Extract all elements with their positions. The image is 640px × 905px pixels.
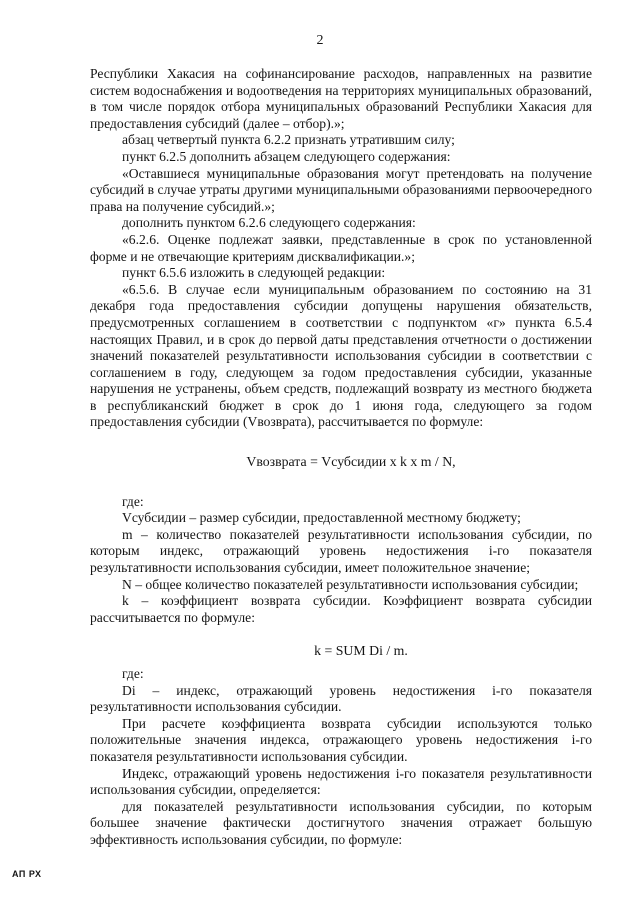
document-body	[90, 66, 592, 849]
paragraph: пункт 6.5.6 изложить в следующей редакции:	[122, 265, 386, 281]
paragraph: пункт 6.2.5 дополнить абзацем следующего содержания:	[122, 148, 451, 164]
formula-refund-coefficient: k = SUM Di / m.	[314, 643, 408, 659]
paragraph: «6.2.6. Оценке подлежат заявки, представленные в срок по установленной форме и не отвечающие критериям дисквалификации.»;	[90, 231, 592, 264]
paragraph: k – коэффициент возврата субсидии. Коэффициент возврата субсидии рассчитывается по формуле:	[90, 593, 592, 625]
paragraph: Республики Хакасия на софинансирование расходов, направленных на развитие систем водоснабжения и водоотведения на территориях муниципальных образований, в том числе порядок отбора муниципальных образований Республики Хакасия для предоставления субсидий (далее – отбор).»;	[90, 66, 592, 131]
paragraph: Индекс, отражающий уровень недостижения i-го показателя результативности использования субсидии, определяется:	[90, 765, 592, 798]
paragraphs-top	[90, 66, 592, 431]
paragraph: Vсубсидии – размер субсидии, предоставленной местному бюджету;	[122, 510, 521, 526]
paragraph: Di – индекс, отражающий уровень недостижения i-го показателя результативности использования субсидии.	[90, 682, 592, 715]
paragraphs-bottom	[90, 683, 592, 849]
paragraph: m – количество показателей результативности использования субсидии, по которым индекс, отражающий уровень недостижения i-го показателя результативности использования субсидии, имеет положительное значение;	[90, 526, 592, 576]
footer-mark: АП РХ	[12, 869, 42, 879]
paragraph: N – общее количество показателей результативности использования субсидии;	[122, 576, 579, 592]
where-label: где:	[122, 493, 144, 509]
paragraph: «Оставшиеся муниципальные образования могут претендовать на получение субсидий в случае утраты другими муниципальными образованиями первоочередного права на получение субсидий.»;	[90, 165, 592, 214]
paragraph: При расчете коэффициента возврата субсидии используются только положительные значения индекса, отражающего уровень недостижения i-го показателя результативности использования субсидии.	[90, 715, 592, 764]
paragraph: для показателей результативности использования субсидии, по которым большее значение фактически достигнутого значения отражает большую эффективность использования субсидии, по формуле:	[90, 798, 592, 847]
where-label-2: где:	[122, 666, 144, 681]
paragraph: дополнить пунктом 6.2.6 следующего содержания:	[122, 215, 416, 231]
formula-refund-volume: Vвозврата = Vсубсидии x k x m / N,	[246, 454, 456, 470]
paragraph: абзац четвертый пункта 6.2.2 признать утратившим силу;	[122, 132, 455, 148]
paragraph: «6.5.6. В случае если муниципальным образованием по состоянию на 31 декабря года предоставления субсидии допущены нарушения обязательств, предусмотренных соглашением в соответствии с подпунктом «г» пункта 6.5.4 настоящих Правил, и в срок до первой даты представления отчетности о достижении значений показателей результативности использования субсидии в соответствии с соглашением в году, следующем за годом предоставления субсидии, указанные нарушения не устранены, объем средств, подлежащий возврату из местного бюджета в республиканский бюджет в срок до 1 июня года, следующего за годом предоставления субсидии (Vвозврата), рассчитывается по формуле:	[90, 281, 592, 430]
paragraphs-mid	[90, 510, 592, 626]
page-number: 2	[316, 33, 324, 48]
